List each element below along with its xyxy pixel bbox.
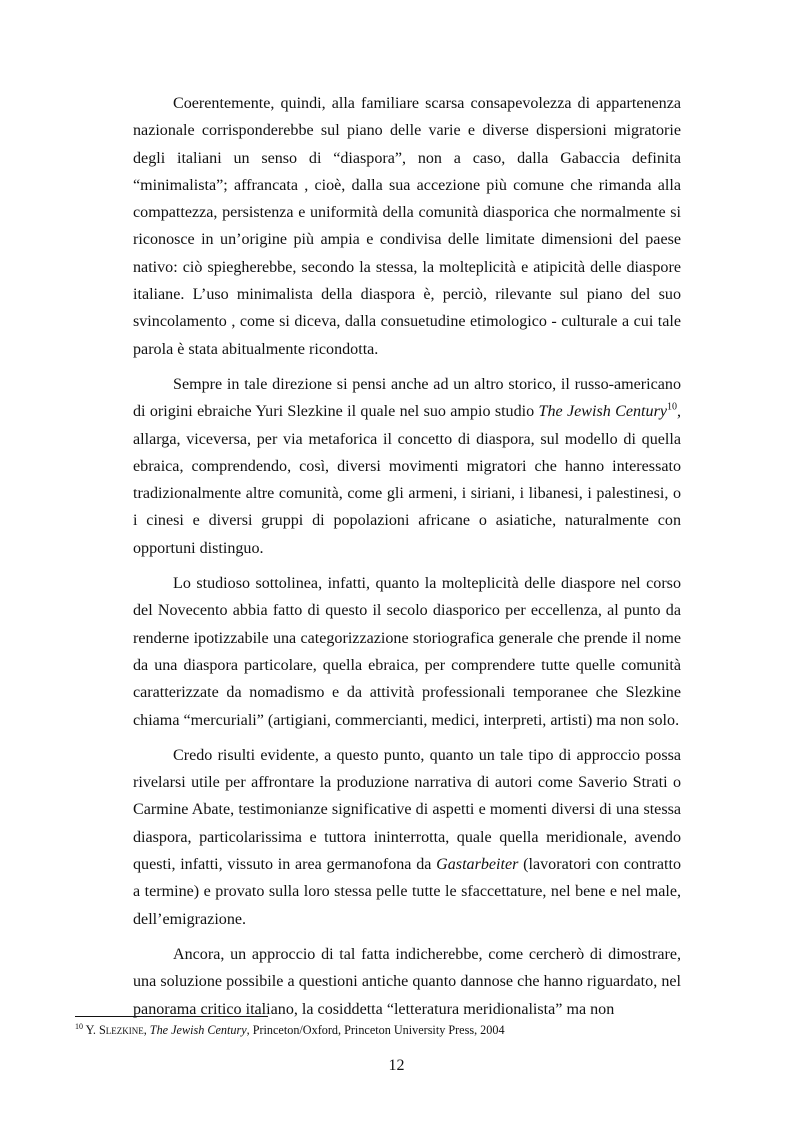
footnote-author-surname: Slezkine — [98, 1023, 144, 1037]
paragraph-2-text-a: Sempre in tale direzione si pensi anche ad un altro storico, il russo-americano di origini ebraiche Yuri Slezkine il quale nel suo ampio studio — [133, 375, 681, 421]
footnote-10 — [75, 1023, 715, 1038]
paragraph-4-text-a: Credo risulti evidente, a questo punto, quanto un tale tipo di approccio possa rivelarsi utile per affrontare la produzione narrativa di autori come Saverio Strati o Carmine Abate, testimonianze significative di aspetti e momenti diversi di una stessa diaspora, particolarissima e tuttora ininterrotta, quale quella meridionale, avendo questi, infatti, vissuto in area germanofona da — [133, 746, 681, 874]
paragraph-1: Coerentemente, quindi, alla familiare scarsa consapevolezza di appartenenza nazionale corrisponderebbe sul piano delle varie e diverse dispersioni migratorie degli italiani un senso di “diaspora”, non a caso, dalla Gabaccia definita “minimalista”; affrancata , cioè, dalla sua accezione più comune che rimanda alla compattezza, persistenza e uniformità della comunità diasporica che normalmente si riconosce in un’origine più ampia e condivisa delle limitate dimensioni del paese nativo: ciò spiegherebbe, secondo la stessa, la molteplicità e atipicità delle diaspore italiane. L’uso minimalista della diaspora è, perciò, rilevante sul piano del suo svincolamento , come si diceva, dalla consuetudine etimologico - culturale a cui tale parola è stata abitualmente ricondotta. — [133, 95, 681, 358]
paragraph-2 — [133, 371, 681, 562]
footnote-separator-text: , — [143, 1023, 150, 1037]
paragraph-3: Lo studioso sottolinea, infatti, quanto la molteplicità delle diaspore nel corso del Novecento abbia fatto di questo il secolo diasporico per eccellenza, al punto da renderne ipotizzabile una categorizzazione storiografica generale che prende il nome da una diaspora particolare, quella ebraica, per comprendere tutte quelle comunità caratterizzate da nomadismo e da attività professionali temporanee che Slezkine chiama “mercuriali” (artigiani, commercianti, medici, interpreti, artisti) ma non solo. — [133, 575, 681, 729]
footnote-publication: , Princeton/Oxford, Princeton University Press, 2004 — [246, 1023, 505, 1037]
term-gastarbeiter: Gastarbeiter — [436, 856, 519, 874]
footnote-number: 10 — [75, 1021, 83, 1031]
book-title-jewish-century: The Jewish Century — [538, 403, 667, 421]
paragraph-4 — [133, 742, 681, 933]
body-text — [133, 90, 681, 1031]
page-number: 12 — [388, 1057, 405, 1074]
paragraph-4-text-b: (lavoratori con contratto a termine) e provato sulla loro stessa pelle tutte le sfaccettature, nel bene e nel male, dell’emigrazione. — [133, 856, 681, 928]
footnote-author-initial: Y. — [85, 1023, 99, 1037]
paragraph-5: Ancora, un approccio di tal fatta indicherebbe, come cercherò di dimostrare, una soluzione possibile a questioni antiche quanto dannose che hanno riguardato, nel panorama critico italiano, la cosiddetta “letteratura meridionalista” ma non — [133, 945, 681, 1018]
footnote-reference-10[interactable]: 10 — [666, 401, 677, 413]
footnote-separator — [75, 1016, 268, 1017]
footnote-title: The Jewish Century — [149, 1023, 247, 1037]
paragraph-2-text-b: , allarga, viceversa, per via metaforica il concetto di diaspora, sul modello di quella ebraica, comprendendo, così, diversi movimenti migratori che hanno interessato tradizionalmente altre comunità, come gli armeni, i siriani, i libanesi, i palestinesi, o i cinesi e diversi gruppi di popolazioni africane o asiatiche, naturalmente con opportuni distinguo. — [133, 403, 682, 557]
